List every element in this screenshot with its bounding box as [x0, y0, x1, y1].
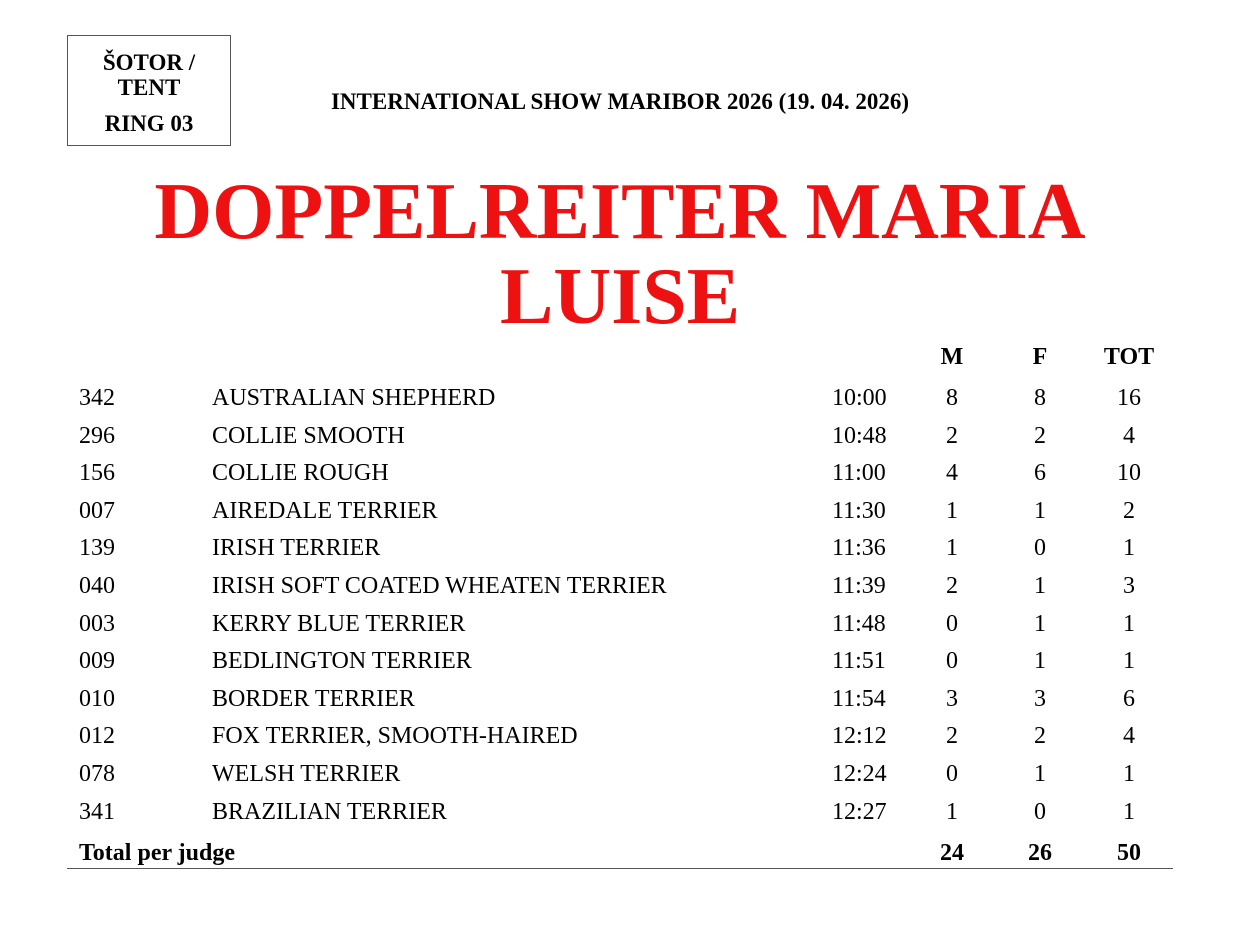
row-time: 12:24 — [832, 761, 887, 787]
row-total: 4 — [1123, 423, 1135, 449]
header-total: TOT — [1103, 344, 1155, 370]
row-females: 1 — [1034, 611, 1046, 637]
row-breed: WELSH TERRIER — [212, 761, 401, 787]
row-total: 1 — [1123, 648, 1135, 674]
row-time: 11:51 — [832, 648, 886, 674]
row-total: 4 — [1123, 723, 1135, 749]
row-total: 1 — [1123, 799, 1135, 825]
row-females: 2 — [1034, 723, 1046, 749]
row-time: 12:27 — [832, 799, 887, 825]
ring-box — [67, 35, 231, 146]
row-females: 1 — [1034, 648, 1046, 674]
row-males: 4 — [946, 460, 958, 486]
row-total: 1 — [1123, 761, 1135, 787]
row-breed: FOX TERRIER, SMOOTH-HAIRED — [212, 723, 578, 749]
row-total: 10 — [1117, 460, 1141, 486]
row-males: 1 — [946, 498, 958, 524]
row-total: 16 — [1117, 385, 1141, 411]
row-ring-number: 342 — [79, 385, 115, 411]
row-ring-number: 078 — [79, 761, 115, 787]
row-ring-number: 010 — [79, 686, 115, 712]
row-time: 10:48 — [832, 423, 887, 449]
row-breed: IRISH TERRIER — [212, 535, 381, 561]
row-ring-number: 156 — [79, 460, 115, 486]
row-ring-number: 341 — [79, 799, 115, 825]
row-males: 0 — [946, 611, 958, 637]
row-ring-number: 009 — [79, 648, 115, 674]
row-males: 0 — [946, 761, 958, 787]
row-breed: AUSTRALIAN SHEPHERD — [212, 385, 496, 411]
row-males: 1 — [946, 799, 958, 825]
row-time: 11:39 — [832, 573, 886, 599]
total-label: Total per judge — [79, 840, 236, 866]
header-males: M — [940, 344, 964, 370]
row-total: 2 — [1123, 498, 1135, 524]
row-breed: COLLIE SMOOTH — [212, 423, 405, 449]
row-females: 2 — [1034, 423, 1046, 449]
row-males: 1 — [946, 535, 958, 561]
total-divider — [67, 868, 1173, 869]
row-time: 12:12 — [832, 723, 887, 749]
row-ring-number: 139 — [79, 535, 115, 561]
header-females: F — [1032, 344, 1048, 370]
row-breed: IRISH SOFT COATED WHEATEN TERRIER — [212, 573, 667, 599]
row-time: 11:36 — [832, 535, 886, 561]
row-males: 8 — [946, 385, 958, 411]
row-ring-number: 007 — [79, 498, 115, 524]
row-time: 11:54 — [832, 686, 886, 712]
row-females: 1 — [1034, 573, 1046, 599]
judge-name: DOPPELREITER MARIA LUISE — [154, 168, 1086, 341]
show-title: INTERNATIONAL SHOW MARIBOR 2026 (19. 04. 2026) — [330, 89, 910, 114]
row-time: 11:00 — [832, 460, 886, 486]
row-males: 2 — [946, 423, 958, 449]
row-breed: KERRY BLUE TERRIER — [212, 611, 466, 637]
row-breed: COLLIE ROUGH — [212, 460, 389, 486]
row-females: 0 — [1034, 535, 1046, 561]
row-males: 0 — [946, 648, 958, 674]
total-females: 26 — [1028, 840, 1052, 866]
row-time: 10:00 — [832, 385, 887, 411]
row-females: 8 — [1034, 385, 1046, 411]
row-total: 1 — [1123, 535, 1135, 561]
row-males: 2 — [946, 723, 958, 749]
row-females: 1 — [1034, 761, 1046, 787]
row-breed: BRAZILIAN TERRIER — [212, 799, 447, 825]
ring-box-tent-slovene: ŠOTOR / — [102, 50, 196, 75]
row-ring-number: 040 — [79, 573, 115, 599]
total-all: 50 — [1117, 840, 1141, 866]
row-total: 1 — [1123, 611, 1135, 637]
total-males: 24 — [940, 840, 964, 866]
row-total: 3 — [1123, 573, 1135, 599]
row-total: 6 — [1123, 686, 1135, 712]
row-males: 2 — [946, 573, 958, 599]
row-breed: BEDLINGTON TERRIER — [212, 648, 472, 674]
row-time: 11:30 — [832, 498, 886, 524]
row-time: 11:48 — [832, 611, 886, 637]
row-females: 1 — [1034, 498, 1046, 524]
row-ring-number: 296 — [79, 423, 115, 449]
row-ring-number: 012 — [79, 723, 115, 749]
row-ring-number: 003 — [79, 611, 115, 637]
ring-box-ring-number: RING 03 — [104, 111, 194, 136]
ring-box-tent-english: TENT — [117, 75, 181, 100]
row-breed: AIREDALE TERRIER — [212, 498, 438, 524]
row-breed: BORDER TERRIER — [212, 686, 415, 712]
row-females: 0 — [1034, 799, 1046, 825]
row-females: 3 — [1034, 686, 1046, 712]
row-females: 6 — [1034, 460, 1046, 486]
row-males: 3 — [946, 686, 958, 712]
